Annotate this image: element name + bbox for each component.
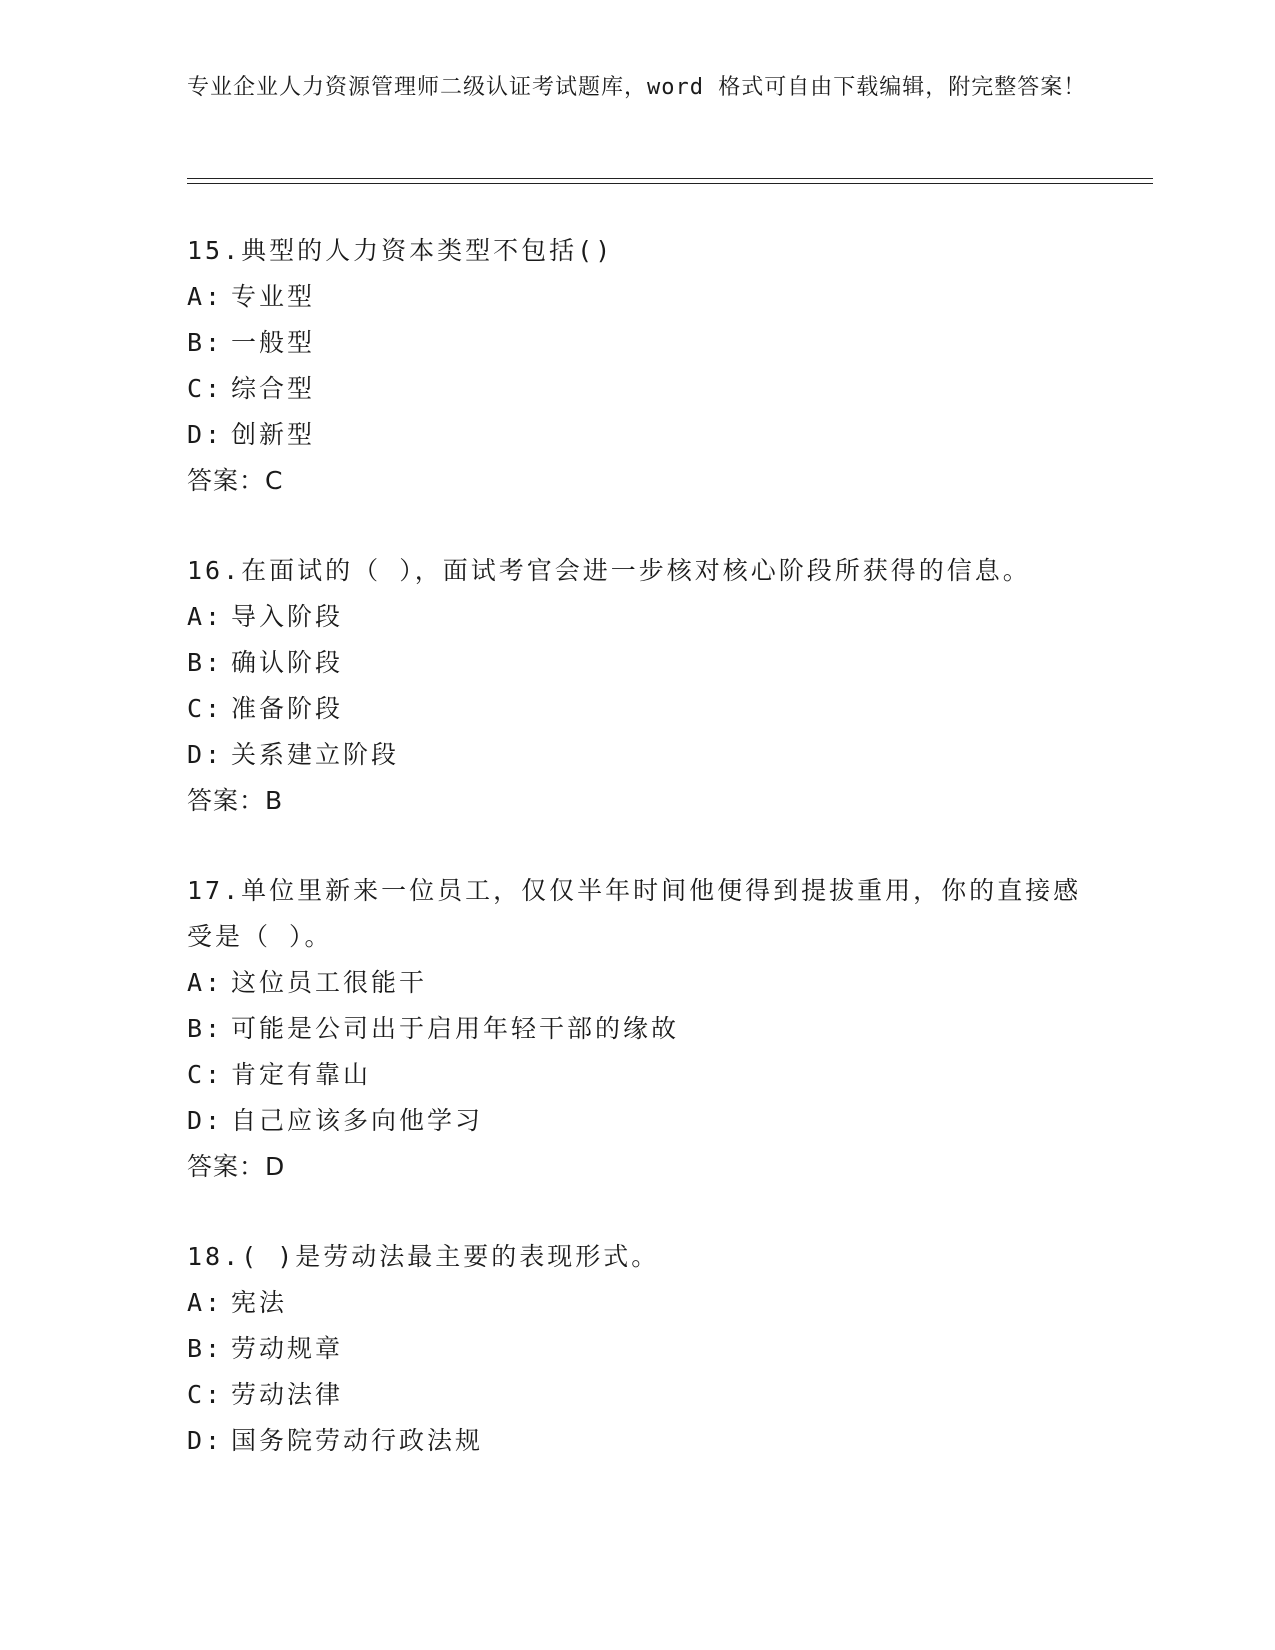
option-text: 自己应该多向他学习 [231, 1106, 484, 1135]
option-letter: C: [187, 1380, 224, 1409]
option-d [187, 1098, 1087, 1144]
option-text: 肯定有靠山 [231, 1060, 372, 1089]
option-letter: B: [187, 328, 224, 357]
option-b [187, 1006, 1087, 1052]
option-letter: C: [187, 374, 224, 403]
answer-line: 答案：B [187, 786, 284, 815]
option-text: 国务院劳动行政法规 [231, 1426, 484, 1455]
header-divider-top [187, 178, 1153, 179]
option-text: 劳动法律 [231, 1380, 344, 1409]
option-c [187, 1052, 1087, 1098]
option-d [187, 412, 1087, 458]
answer-line: 答案：C [187, 466, 284, 495]
option-a [187, 274, 1087, 320]
option-text: 准备阶段 [231, 694, 344, 723]
option-letter: D: [187, 420, 224, 449]
option-c [187, 686, 1087, 732]
question-18 [187, 1234, 1087, 1464]
answer-line: 答案：D [187, 1152, 286, 1181]
question-stem: 16.在面试的（ ），面试考官会进一步核对核心阶段所获得的信息。 [187, 556, 1031, 585]
option-text: 这位员工很能干 [231, 968, 428, 997]
option-letter: A: [187, 1288, 224, 1317]
question-stem: 18.( )是劳动法最主要的表现形式。 [187, 1242, 660, 1271]
option-letter: C: [187, 694, 224, 723]
question-17 [187, 868, 1087, 1190]
option-text: 专业型 [231, 282, 316, 311]
question-16 [187, 548, 1087, 824]
option-a [187, 960, 1087, 1006]
option-text: 导入阶段 [231, 602, 344, 631]
option-letter: B: [187, 648, 224, 677]
option-letter: D: [187, 740, 224, 769]
document-header: 专业企业人力资源管理师二级认证考试题库，word 格式可自由下载编辑，附完整答案！ [187, 75, 1087, 100]
option-text: 创新型 [231, 420, 316, 449]
option-letter: D: [187, 1426, 224, 1455]
option-a [187, 594, 1087, 640]
question-stem: 15.典型的人力资本类型不包括() [187, 236, 614, 265]
question-stem: 17.单位里新来一位员工，仅仅半年时间他便得到提拔重用，你的直接感受是（ ）。 [187, 876, 1082, 951]
option-a [187, 1280, 1087, 1326]
option-text: 确认阶段 [231, 648, 344, 677]
option-letter: B: [187, 1014, 224, 1043]
option-letter: A: [187, 282, 224, 311]
header-divider-bottom [187, 183, 1153, 184]
option-letter: D: [187, 1106, 224, 1135]
option-letter: B: [187, 1334, 224, 1363]
option-text: 劳动规章 [231, 1334, 344, 1363]
option-b [187, 320, 1087, 366]
option-text: 宪法 [231, 1288, 288, 1317]
option-letter: C: [187, 1060, 224, 1089]
option-text: 一般型 [231, 328, 316, 357]
question-15 [187, 228, 1087, 504]
option-letter: A: [187, 968, 224, 997]
option-d [187, 1418, 1087, 1464]
option-b [187, 1326, 1087, 1372]
option-b [187, 640, 1087, 686]
option-text: 关系建立阶段 [231, 740, 400, 769]
option-d [187, 732, 1087, 778]
option-letter: A: [187, 602, 224, 631]
option-c [187, 366, 1087, 412]
option-text: 综合型 [231, 374, 316, 403]
option-c [187, 1372, 1087, 1418]
option-text: 可能是公司出于启用年轻干部的缘故 [231, 1014, 680, 1043]
